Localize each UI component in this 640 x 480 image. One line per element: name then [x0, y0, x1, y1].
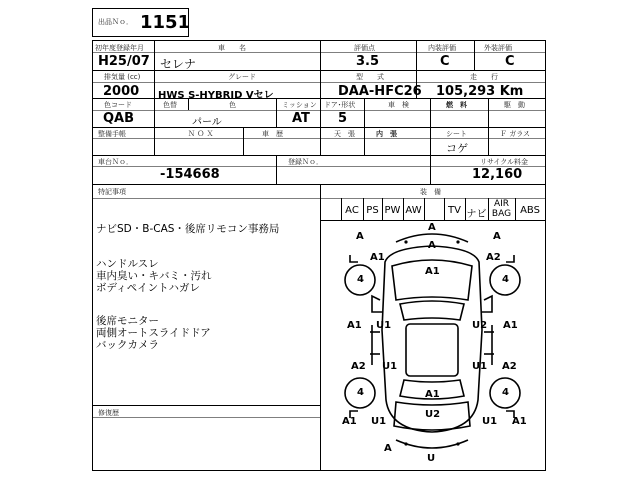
- equipment-ps: PS: [366, 205, 379, 216]
- exterior-grade: C: [505, 54, 515, 69]
- damage-mark: A1: [503, 320, 518, 331]
- damage-mark: U1: [376, 320, 392, 331]
- registration-number-label: 登録Ｎｏ．: [288, 158, 323, 166]
- equipment-label: 装 備: [420, 188, 441, 196]
- displacement-label: 排気量 (cc): [104, 73, 141, 81]
- drive-label: 駆 動: [504, 101, 525, 109]
- car-name: セレナ: [160, 57, 197, 71]
- damage-mark: A1: [370, 252, 385, 263]
- color-code: QAB: [103, 111, 135, 126]
- interior-trim-label: 内 張: [376, 130, 397, 138]
- damage-mark: A: [428, 240, 436, 251]
- damage-mark: 4: [357, 274, 364, 285]
- interior-grade-label: 内装評価: [428, 44, 456, 52]
- doors: 5: [338, 111, 348, 126]
- damage-mark: U: [427, 453, 436, 464]
- color: パール: [192, 117, 222, 128]
- notes-label: 特記事項: [98, 188, 126, 196]
- headliner-label: 天 張: [334, 130, 355, 138]
- damage-mark: A1: [425, 266, 440, 277]
- equipment-aw: AW: [405, 205, 422, 216]
- damage-mark: U1: [482, 416, 498, 427]
- interior-grade: C: [440, 54, 450, 69]
- transmission: AT: [292, 111, 310, 126]
- chassis-number: -154668: [160, 167, 220, 182]
- equipment-navi: ナビ: [466, 209, 487, 220]
- first-registration: H25/07: [98, 54, 150, 69]
- evaluation-score: 3.5: [356, 54, 380, 69]
- damage-mark: A: [356, 231, 364, 242]
- damage-mark: A1: [512, 416, 527, 427]
- damage-mark: A: [384, 443, 392, 454]
- maintenance-record-label: 整備手帳: [98, 130, 126, 138]
- grade: HWS S-HYBRID Vセレ: [158, 90, 274, 101]
- mileage: 105,293 Km: [436, 84, 524, 99]
- note-line: バックカメラ: [96, 339, 159, 351]
- damage-mark: U2: [425, 409, 441, 420]
- damage-mark: A2: [351, 361, 366, 372]
- damage-mark: U2: [472, 320, 488, 331]
- note-line: 両側オートスライドドア: [96, 327, 211, 339]
- model-code-label: 型 式: [356, 73, 384, 81]
- nox-label: Ｎ Ｏ Ｘ: [188, 130, 214, 138]
- score-label: 評価点: [354, 44, 375, 52]
- color-change-label: 色替: [163, 101, 177, 109]
- year-label: 初年度登録年月: [95, 44, 144, 52]
- recycle-fee-label: リサイクル料金: [480, 158, 529, 166]
- damage-mark: A2: [486, 252, 501, 263]
- damage-mark: U1: [472, 361, 488, 372]
- seat-condition: コゲ: [446, 142, 468, 155]
- inspection-label: 車 検: [388, 101, 409, 109]
- equipment-ac: AC: [345, 205, 359, 216]
- equipment-tv: TV: [448, 205, 461, 216]
- note-line: 車内臭い・キバミ・汚れ: [96, 270, 212, 282]
- chassis-number-label: 車台Ｎｏ．: [98, 158, 133, 166]
- damage-mark: 4: [357, 387, 364, 398]
- equipment-pw: PW: [384, 205, 401, 216]
- damage-mark: A1: [347, 320, 362, 331]
- vehicle-history-label: 車 歴: [262, 130, 283, 138]
- front-glass-label: Ｆ ガラス: [500, 130, 531, 138]
- damage-mark: 4: [502, 387, 509, 398]
- note-line: ハンドルスレ: [96, 258, 159, 270]
- transmission-label: ミッション: [282, 101, 317, 109]
- damage-mark: A: [428, 222, 436, 233]
- car-name-label: 車 名: [218, 44, 246, 52]
- equipment-airbag: AIR BAG: [491, 199, 512, 219]
- lot-number: 1151: [140, 12, 191, 33]
- seat-label: シート: [446, 130, 467, 138]
- damage-mark: A: [493, 231, 501, 242]
- damage-mark: A1: [342, 416, 357, 427]
- doors-label: ドア･形状: [324, 101, 356, 109]
- damage-mark: U1: [382, 361, 398, 372]
- repair-history-label: 修復歴: [98, 409, 119, 417]
- note-line: 後席モニター: [96, 315, 159, 327]
- damage-mark: U1: [371, 416, 387, 427]
- lot-number-label: 出品Ｎｏ．: [98, 18, 133, 26]
- grade-label: グレード: [228, 73, 256, 81]
- color-label: 色: [229, 101, 236, 109]
- equipment-abs: ABS: [520, 205, 540, 216]
- fuel-label: 燃 料: [446, 101, 467, 109]
- note-line: ナビSD・B-CAS・後席リモコン事務局: [96, 223, 280, 235]
- color-code-label: 色コード: [104, 101, 132, 109]
- model-code: DAA-HFC26: [338, 84, 422, 99]
- recycle-fee: 12,160: [472, 167, 523, 182]
- damage-mark: A2: [502, 361, 517, 372]
- note-line: ボディペイントハガレ: [96, 282, 200, 294]
- mileage-label: 走 行: [470, 73, 498, 81]
- displacement: 2000: [103, 84, 140, 99]
- damage-mark: 4: [502, 274, 509, 285]
- exterior-grade-label: 外装評価: [484, 44, 512, 52]
- damage-mark: A1: [425, 389, 440, 400]
